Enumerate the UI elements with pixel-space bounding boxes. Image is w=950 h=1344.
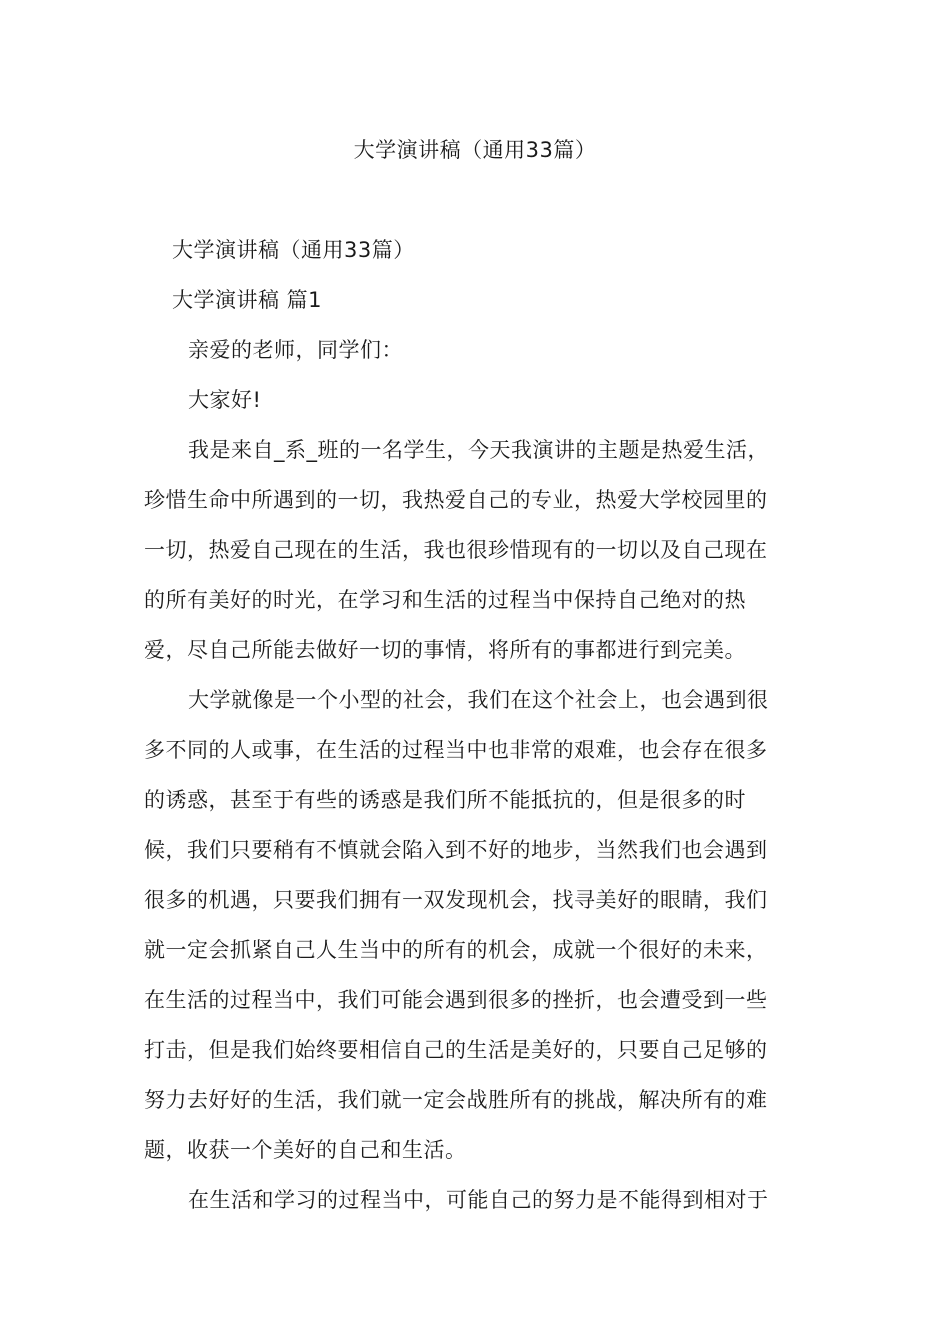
- paragraph-line: 在生活的过程当中，我们可能会遇到很多的挫折，也会遭受到一些: [144, 988, 768, 1012]
- paragraph-line: 大学就像是一个小型的社会，我们在这个社会上，也会遇到很: [188, 688, 769, 712]
- document-title: 大学演讲稿（通用33篇）: [353, 138, 597, 162]
- paragraph-line: 的所有美好的时光，在学习和生活的过程当中保持自己绝对的热: [144, 588, 746, 612]
- paragraph-line: 候，我们只要稍有不慎就会陷入到不好的地步，当然我们也会遇到: [144, 838, 768, 862]
- document-subtitle: 大学演讲稿（通用33篇）: [172, 238, 415, 262]
- paragraph-line: 在生活和学习的过程当中，可能自己的努力是不能得到相对于: [188, 1188, 769, 1212]
- greeting-line: 亲爱的老师，同学们：: [188, 338, 403, 362]
- paragraph-line: 珍惜生命中所遇到的一切，我热爱自己的专业，热爱大学校园里的: [144, 488, 768, 512]
- paragraph-line: 爱，尽自己所能去做好一切的事情，将所有的事都进行到完美。: [144, 638, 746, 662]
- paragraph-line: 我是来自_系_班的一名学生，今天我演讲的主题是热爱生活，: [188, 438, 769, 462]
- paragraph-line: 多不同的人或事，在生活的过程当中也非常的艰难，也会存在很多: [144, 738, 768, 762]
- paragraph-line: 打击，但是我们始终要相信自己的生活是美好的，只要自己足够的: [144, 1038, 768, 1062]
- paragraph-line: 题，收获一个美好的自己和生活。: [144, 1138, 467, 1162]
- paragraph-line: 很多的机遇，只要我们拥有一双发现机会，找寻美好的眼睛，我们: [144, 888, 768, 912]
- paragraph-line: 一切，热爱自己现在的生活，我也很珍惜现有的一切以及自己现在: [144, 538, 768, 562]
- paragraph-line: 的诱惑，甚至于有些的诱惑是我们所不能抵抗的，但是很多的时: [144, 788, 746, 812]
- paragraph-line: 努力去好好的生活，我们就一定会战胜所有的挑战，解决所有的难: [144, 1088, 768, 1112]
- salutation-line: 大家好!: [188, 388, 262, 412]
- section-heading: 大学演讲稿 篇1: [172, 288, 323, 312]
- paragraph-line: 就一定会抓紧自己人生当中的所有的机会，成就一个很好的未来，: [144, 938, 768, 962]
